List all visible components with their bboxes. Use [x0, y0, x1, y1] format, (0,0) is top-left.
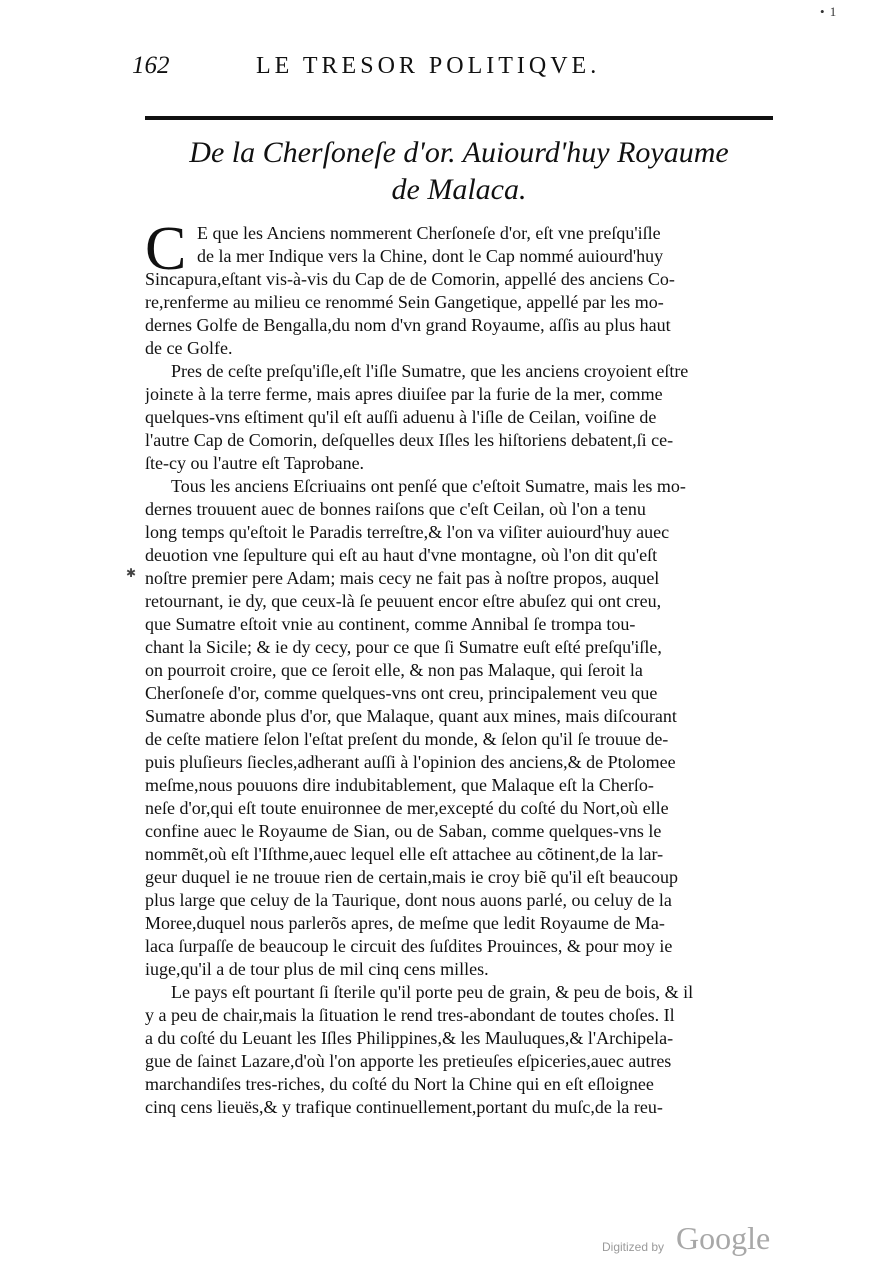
google-logo: Google [676, 1220, 771, 1256]
margin-mark: ✱ [126, 566, 137, 580]
text-line: on pourroit croire, que ce ſeroit elle, & non pas Malaque, qui ſeroit la [145, 660, 643, 680]
paragraph-1 [145, 215, 785, 360]
text-line: Moree,duquel nous parlerõs apres, de meſme que ledit Royaume de Ma- [145, 913, 665, 933]
text-line: de la mer Indique vers la Chine, dont le Cap nommé auiourd'huy [197, 246, 664, 266]
text-line: dernes trouuent auec de bonnes raiſons que c'eſt Ceilan, où l'on a tenu [145, 499, 646, 519]
text-line: Le pays eſt pourtant ſi ſterile qu'il porte peu de grain, & peu de bois, & il [171, 982, 694, 1002]
text-line: puis pluſieurs ſiecles,adherant auſſi à l'opinion des anciens,& de Ptolomee [145, 752, 676, 772]
text-line: gue de ſainɛt Lazare,d'où l'on apporte les pretieuſes eſpiceries,auec autres [145, 1051, 672, 1071]
text-line: nommẽt,où eſt l'Iſthme,auec lequel elle eſt attachee au cõtinent,de la lar- [145, 844, 664, 864]
text-line: y a peu de chair,mais la ſituation le rend tres-abondant de toutes choſes. Il [145, 1005, 675, 1025]
text-line: re,renferme au milieu ce renommé Sein Gangetique, appellé par les mo- [145, 292, 664, 312]
chapter-title-line: de Malaca. [391, 173, 527, 206]
text-line: deuotion vne ſepulture qui eſt au haut d'vne montagne, où l'on dit qu'eſt [145, 545, 658, 565]
text-line: Cherſoneſe d'or, comme quelques-vns ont creu, principalement veu que [145, 683, 658, 703]
text-line: de ce Golfe. [145, 338, 233, 358]
digitized-by-label: Digitized by [602, 1240, 665, 1254]
text-line: long temps qu'eſtoit le Paradis terreſtre,& l'on va viſiter auiourd'huy auec [145, 522, 670, 542]
text-line: cinq cens lieuës,& y trafique continuellement,portant du muſc,de la reu- [145, 1097, 663, 1117]
drop-cap: C [145, 215, 187, 283]
text-line: Sincapura,eſtant vis-à-vis du Cap de de Comorin, appellé des anciens Co- [145, 269, 675, 289]
text-line: neſe d'or,qui eſt toute enuironnee de mer,excepté du coſté du Nort,où elle [145, 798, 669, 818]
text-line: retournant, ie dy, que ceux-là ſe peuuent encor eſtre abuſez qui ont creu, [145, 591, 662, 611]
text-line: confine auec le Royaume de Sian, ou de Saban, comme quelques-vns le [145, 821, 662, 841]
text-line: noſtre premier pere Adam; mais cecy ne fait pas à noſtre propos, auquel [145, 568, 660, 588]
text-line: Pres de ceſte preſqu'iſle,eſt l'iſle Sumatre, que les anciens croyoient eſtre [171, 361, 689, 381]
text-line: joinɛte à la terre ferme, mais apres diuiſee par la furie de la mer, comme [145, 384, 663, 404]
text-line: iuge,qu'il a de tour plus de mil cinq cens milles. [145, 959, 489, 979]
running-title: LE TRESOR POLITIQVE. [256, 53, 601, 79]
text-line: laca ſurpaſſe de beaucoup le circuit des ſuſdites Prouinces, & pour moy ie [145, 936, 673, 956]
text-line: chant la Sicile; & ie dy cecy, pour ce que ſi Sumatre euſt eſté preſqu'iſle, [145, 637, 662, 657]
page-header [132, 44, 770, 84]
text-line: geur duquel ie ne trouue rien de certain,mais ie croy biẽ qu'il eſt beaucoup [145, 867, 679, 887]
text-line: Tous les anciens Eſcriuains ont penſé que c'eſtoit Sumatre, mais les mo- [171, 476, 686, 496]
header-rule [145, 116, 773, 120]
text-line: plus large que celuy de la Taurique, dont nous auons parlé, ou celuy de la [145, 890, 672, 910]
text-line: meſme,nous pouuons dire indubitablement, que Malaque eſt la Cherſo- [145, 775, 654, 795]
body-text [145, 215, 785, 1119]
chapter-title-line: De la Cherſoneſe d'or. Auiourd'huy Royaume [189, 136, 729, 169]
chapter-title [145, 134, 773, 208]
text-line: de ceſte matiere ſelon l'eſtat preſent du monde, & ſelon qu'il ſe trouue de- [145, 729, 669, 749]
page-number: 162 [132, 52, 170, 79]
text-line: ſte-cy ou l'autre eſt Taprobane. [145, 453, 365, 473]
digitization-watermark [602, 1222, 782, 1258]
text-line: dernes Golfe de Bengalla,du nom d'vn grand Royaume, aſſis au plus haut [145, 315, 671, 335]
corner-mark: • 1 [820, 4, 838, 19]
text-line: a du coſté du Leuant les Iſles Philippines,& les Mauluques,& l'Archipela- [145, 1028, 674, 1048]
text-line: E que les Anciens nommerent Cherſoneſe d'or, eſt vne preſqu'iſle [197, 223, 661, 243]
text-line: marchandiſes tres-riches, du coſté du Nort la Chine qui en eſt eſloignee [145, 1074, 654, 1094]
text-line: Sumatre abonde plus d'or, que Malaque, quant aux mines, mais diſcourant [145, 706, 677, 726]
text-line: que Sumatre eſtoit vnie au continent, comme Annibal ſe trompa tou- [145, 614, 636, 634]
paragraph-2 [145, 360, 785, 475]
text-line: quelques-vns eſtiment qu'il eſt auſſi aduenu à l'iſle de Ceilan, voiſine de [145, 407, 657, 427]
paragraph-4 [145, 981, 785, 1119]
paragraph-3 [145, 475, 785, 981]
text-line: l'autre Cap de Comorin, deſquelles deux Iſles les hiſtoriens debatent,ſi ce- [145, 430, 674, 450]
